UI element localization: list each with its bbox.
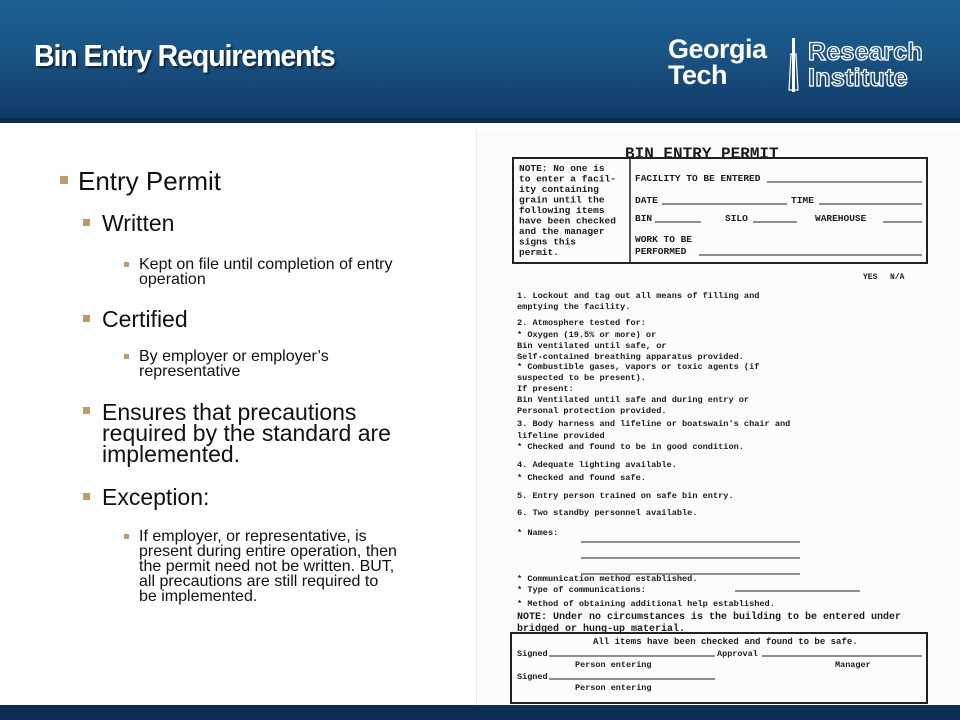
permit-checklist — [517, 291, 790, 609]
bullet-if-employer-1: If employer, or representative, is — [139, 528, 367, 545]
bullet-marker — [124, 354, 129, 359]
permit-person-entering-label-2: Person entering — [575, 683, 652, 693]
permit-checklist-line: suspected to be present). — [517, 373, 646, 383]
permit-silo-label: SILO — [725, 213, 748, 224]
permit-signed-label: Signed — [517, 649, 548, 659]
permit-checklist-line: * Combustible gases, vapors or toxic agents (if — [517, 362, 760, 372]
permit-checklist-line: 2. Atmosphere tested for: — [517, 318, 646, 328]
permit-title: BIN ENTRY PERMIT — [625, 145, 779, 163]
bullet-if-employer-3: the permit need not be written. BUT, — [139, 558, 395, 575]
permit-note-line: grain until the — [519, 194, 605, 206]
bullet-by-employer-2: representative — [139, 363, 241, 380]
logo-line-tech: Tech — [668, 60, 728, 90]
bullet-if-employer-5: be implemented. — [139, 588, 258, 605]
permit-checklist-line: * Communication method established. — [517, 574, 698, 584]
bullet-ensures-1: Ensures that precautions — [102, 399, 357, 425]
permit-checked-statement: All items have been checked and found to be safe. — [593, 637, 858, 647]
permit-yes-label: YES — [863, 273, 878, 282]
permit-form — [477, 130, 960, 705]
permit-na-label: N/A — [890, 273, 905, 282]
permit-checklist-line: 3. Body harness and lifeline or boatswain's chair and — [517, 419, 791, 429]
bullet-ensures-2: required by the standard are — [102, 420, 391, 446]
bullet-marker — [83, 219, 90, 226]
bullet-marker — [60, 176, 68, 184]
permit-checklist-line: Bin ventilated until safe, or — [517, 341, 667, 351]
permit-checklist-line: * Names: — [517, 528, 559, 538]
logo-line-institute: Institute — [808, 64, 908, 92]
header-underline — [0, 118, 960, 123]
permit-work-label-1: WORK TO BE — [635, 234, 693, 245]
bullet-marker — [83, 493, 90, 500]
permit-date-label: DATE — [635, 195, 658, 206]
permit-checklist-line: Personal protection provided. — [517, 406, 667, 416]
permit-person-entering-label: Person entering — [575, 660, 652, 670]
permit-bin-label: BIN — [635, 213, 653, 224]
permit-note-line: NOTE: No one is — [519, 163, 605, 174]
bullet-marker — [83, 407, 90, 414]
permit-checklist-line: * Type of communications: — [517, 585, 646, 595]
permit-checklist-line: * Method of obtaining additional help established. — [517, 599, 775, 609]
permit-bottom-note-1: NOTE: Under no circumstances is the building to be entered under — [517, 612, 902, 623]
permit-facility-label: FACILITY TO BE ENTERED — [635, 173, 761, 184]
permit-checklist-line: lifeline provided — [517, 431, 605, 441]
logo-line-research: Research — [808, 38, 923, 66]
permit-checklist-line: 6. Two standby personnel available. — [517, 508, 698, 518]
slide-footer-bar — [0, 705, 960, 720]
bullet-marker — [83, 315, 90, 322]
slide-header — [0, 0, 960, 118]
permit-checklist-line: * Checked and found to be in good condition. — [517, 442, 744, 452]
slide-title: Bin Entry Requirements — [34, 38, 335, 73]
permit-manager-label: Manager — [835, 660, 871, 670]
bullet-entry-permit: Entry Permit — [78, 166, 222, 196]
permit-note-line: ity containing — [519, 184, 599, 195]
tower-icon — [787, 42, 800, 92]
permit-note-line: following items — [519, 205, 605, 216]
permit-checklist-line: 1. Lockout and tag out all means of filling and — [517, 291, 760, 301]
permit-checklist-line: * Oxygen (19.5% or more) or — [517, 330, 657, 340]
permit-note-line: have been checked — [519, 215, 616, 227]
bullet-by-employer-1: By employer or employer’s — [139, 348, 329, 365]
permit-checklist-line: 4. Adequate lighting available. — [517, 460, 677, 470]
permit-bottom-note-2: bridged or hung-up material. — [517, 624, 686, 635]
permit-note — [519, 163, 616, 258]
permit-approval-label: Approval — [717, 649, 758, 659]
bullet-if-employer-4: all precautions are still required to — [139, 573, 379, 590]
permit-signed-label-2: Signed — [517, 672, 548, 682]
georgia-tech-research-institute-logo — [668, 36, 944, 96]
bullet-ensures-3: implemented. — [102, 441, 241, 467]
bullet-certified: Certified — [102, 306, 188, 332]
bullet-written: Written — [102, 210, 175, 236]
bullet-marker — [124, 534, 129, 539]
bullet-exception: Exception: — [102, 484, 210, 510]
permit-checklist-line: If present: — [517, 384, 574, 394]
permit-note-line: to enter a facil- — [519, 173, 616, 185]
logo-line-georgia: Georgia — [668, 34, 767, 64]
bullet-kept-on-file-1: Kept on file until completion of entry — [139, 256, 393, 273]
permit-note-line: and the manager — [519, 226, 605, 237]
permit-note-line: permit. — [519, 247, 559, 258]
bin-entry-permit-image — [476, 130, 960, 705]
permit-time-label: TIME — [791, 195, 814, 206]
permit-checklist-line: Self-contained breathing apparatus provided. — [517, 352, 744, 362]
bullet-if-employer-2: present during entire operation, then — [139, 543, 397, 560]
permit-checklist-line: 5. Entry person trained on safe bin entry. — [517, 491, 734, 501]
bullet-marker — [124, 262, 129, 267]
permit-checklist-line: emptying the facility. — [517, 302, 631, 312]
permit-work-label-2: PERFORMED — [635, 246, 687, 257]
permit-warehouse-label: WAREHOUSE — [815, 213, 867, 224]
permit-checklist-line: * Checked and found safe. — [517, 473, 646, 483]
permit-note-line: signs this — [519, 236, 577, 248]
permit-checklist-line: Bin Ventilated until safe and during entry or — [517, 395, 750, 405]
bullet-kept-on-file-2: operation — [139, 271, 206, 288]
